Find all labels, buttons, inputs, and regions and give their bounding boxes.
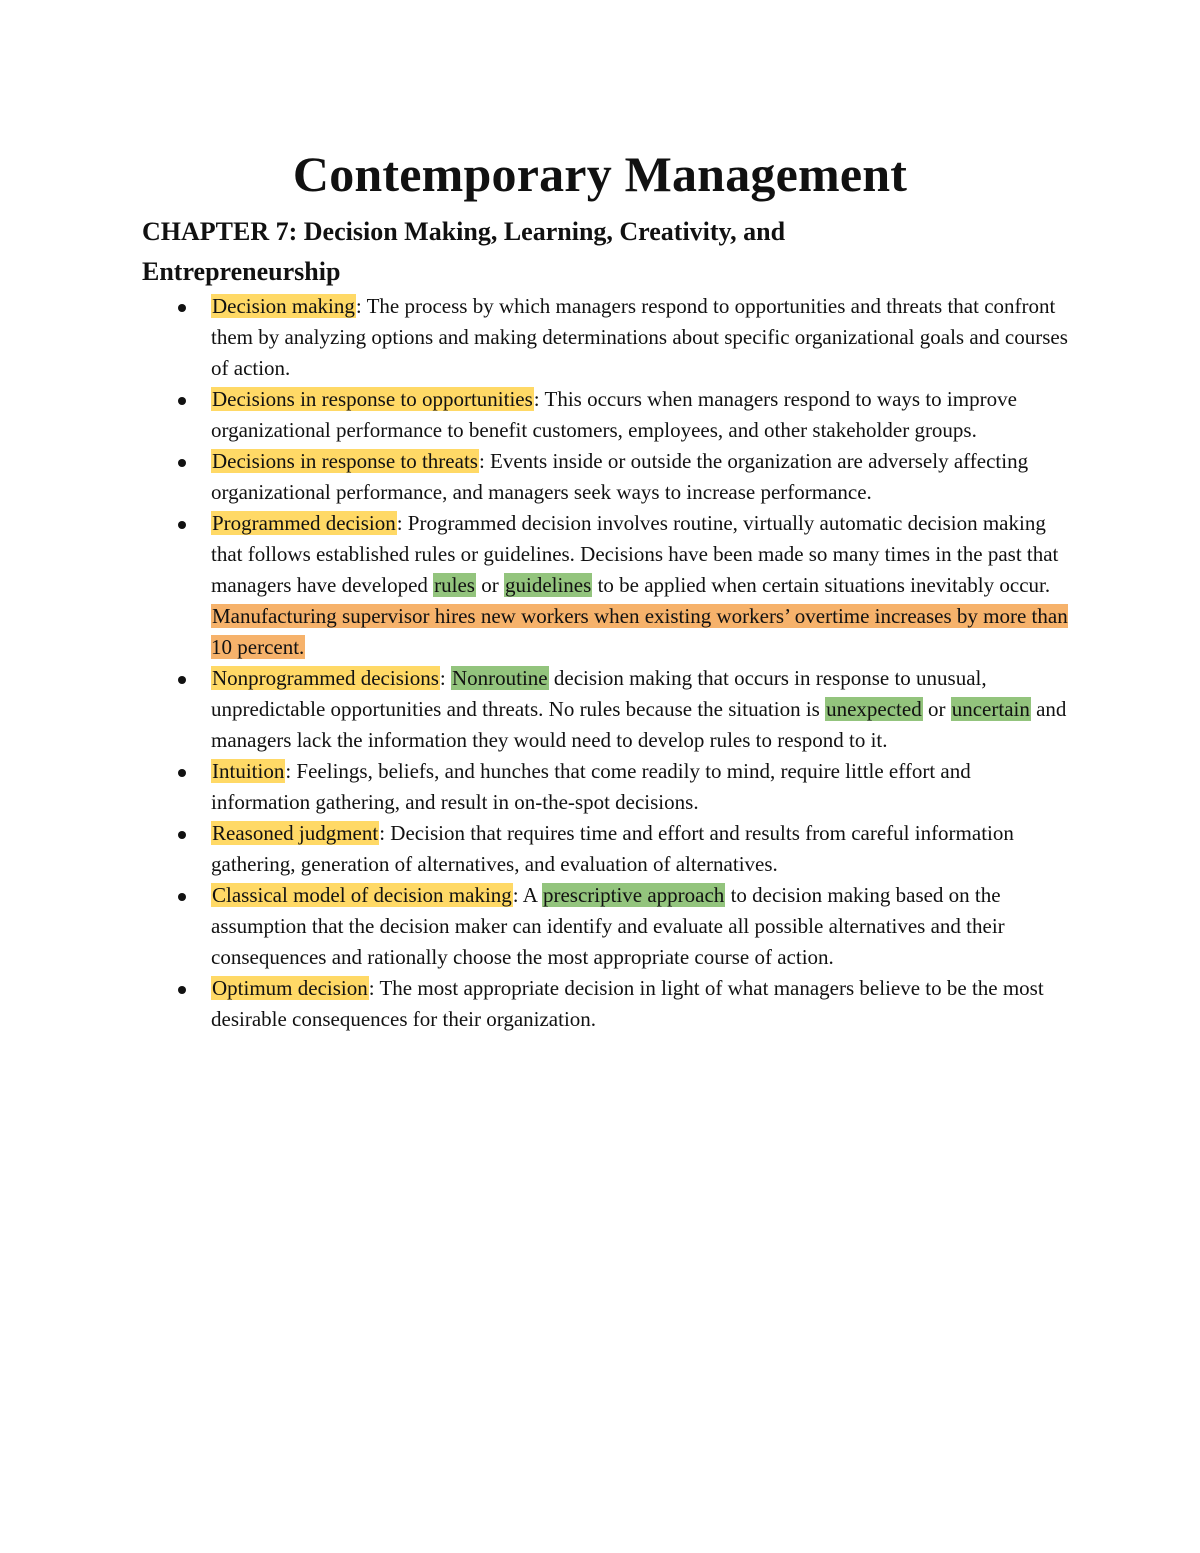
list-item	[211, 973, 1071, 1035]
highlighted-text: prescriptive approach	[542, 883, 725, 907]
term-name: Reasoned judgment	[212, 821, 379, 845]
term-text: to decision making based on the assumption that the decision maker can identify and evaluate all possible alternatives and their consequences and rationally choose the most appropriate course of action.	[211, 883, 1005, 969]
list-item	[211, 384, 1071, 446]
list-item	[211, 818, 1071, 880]
bullet-icon	[178, 893, 186, 901]
highlighted-text: unexpected	[826, 697, 922, 721]
bullet-icon	[178, 397, 186, 405]
term-name: Decisions in response to threats	[212, 449, 478, 473]
term-text: decision making that occurs in response to unusual, unpredictable opportunities and threats. No rules because the situation is	[211, 666, 987, 721]
bullet-icon	[178, 676, 186, 684]
list-item	[211, 663, 1071, 756]
term-text: : Decision that requires time and effort and results from careful information gathering, generation of alternatives, and evaluation of alternatives.	[211, 821, 1014, 876]
list-item	[211, 446, 1071, 508]
term-list	[211, 291, 1071, 1035]
term-text: : Feelings, beliefs, and hunches that come readily to mind, require little effort and information gathering, and result in on-the-spot decisions.	[211, 759, 971, 814]
highlighted-text: uncertain	[951, 697, 1030, 721]
list-item	[211, 291, 1071, 384]
term-text: :	[439, 666, 451, 690]
term-text: : A	[512, 883, 542, 907]
term-name: Classical model of decision making	[212, 883, 512, 907]
highlighted-text: Manufacturing supervisor hires new workers when existing workers’ overtime increases by more than 10 percent.	[211, 604, 1068, 659]
list-item	[211, 508, 1071, 663]
document-title: Contemporary Management	[292, 146, 908, 202]
term-text: : The process by which managers respond to opportunities and threats that confront them by analyzing options and making determinations about specific organizational goals and courses of action.	[211, 294, 1068, 380]
bullet-icon	[178, 459, 186, 467]
term-name: Programmed decision	[212, 511, 396, 535]
term-name: Decision making	[212, 294, 355, 318]
term-text: : This occurs when managers respond to ways to improve organizational performance to benefit customers, employees, and other stakeholder groups.	[211, 387, 1017, 442]
bullet-icon	[178, 986, 186, 994]
list-item	[211, 880, 1071, 973]
term-name: Decisions in response to opportunities	[212, 387, 533, 411]
term-name: Nonprogrammed decisions	[212, 666, 439, 690]
bullet-icon	[178, 304, 186, 312]
chapter-heading: CHAPTER 7: Decision Making, Learning, Creativity, and Entrepreneurship	[142, 217, 786, 286]
term-text: and managers lack the information they would need to develop rules to respond to it.	[211, 697, 1067, 752]
term-text: : Events inside or outside the organization are adversely affecting organizational performance, and managers seek ways to increase performance.	[211, 449, 1029, 504]
highlighted-text: rules	[434, 573, 475, 597]
term-text: to be applied when certain situations inevitably occur.	[592, 573, 1051, 597]
term-text: : The most appropriate decision in light of what managers believe to be the most desirable consequences for their organization.	[211, 976, 1044, 1031]
term-name: Optimum decision	[212, 976, 368, 1000]
term-text: : Programmed decision involves routine, virtually automatic decision making that follows established rules or guidelines. Decisions have been made so many times in the past that managers have developed	[211, 511, 1059, 597]
highlighted-text: Nonroutine	[451, 666, 548, 690]
bullet-icon	[178, 831, 186, 839]
term-name: Intuition	[212, 759, 285, 783]
term-text: or	[475, 573, 504, 597]
bullet-icon	[178, 521, 186, 529]
highlighted-text: guidelines	[504, 573, 592, 597]
bullet-icon	[178, 769, 186, 777]
term-text: or	[922, 697, 951, 721]
list-item	[211, 756, 1071, 818]
